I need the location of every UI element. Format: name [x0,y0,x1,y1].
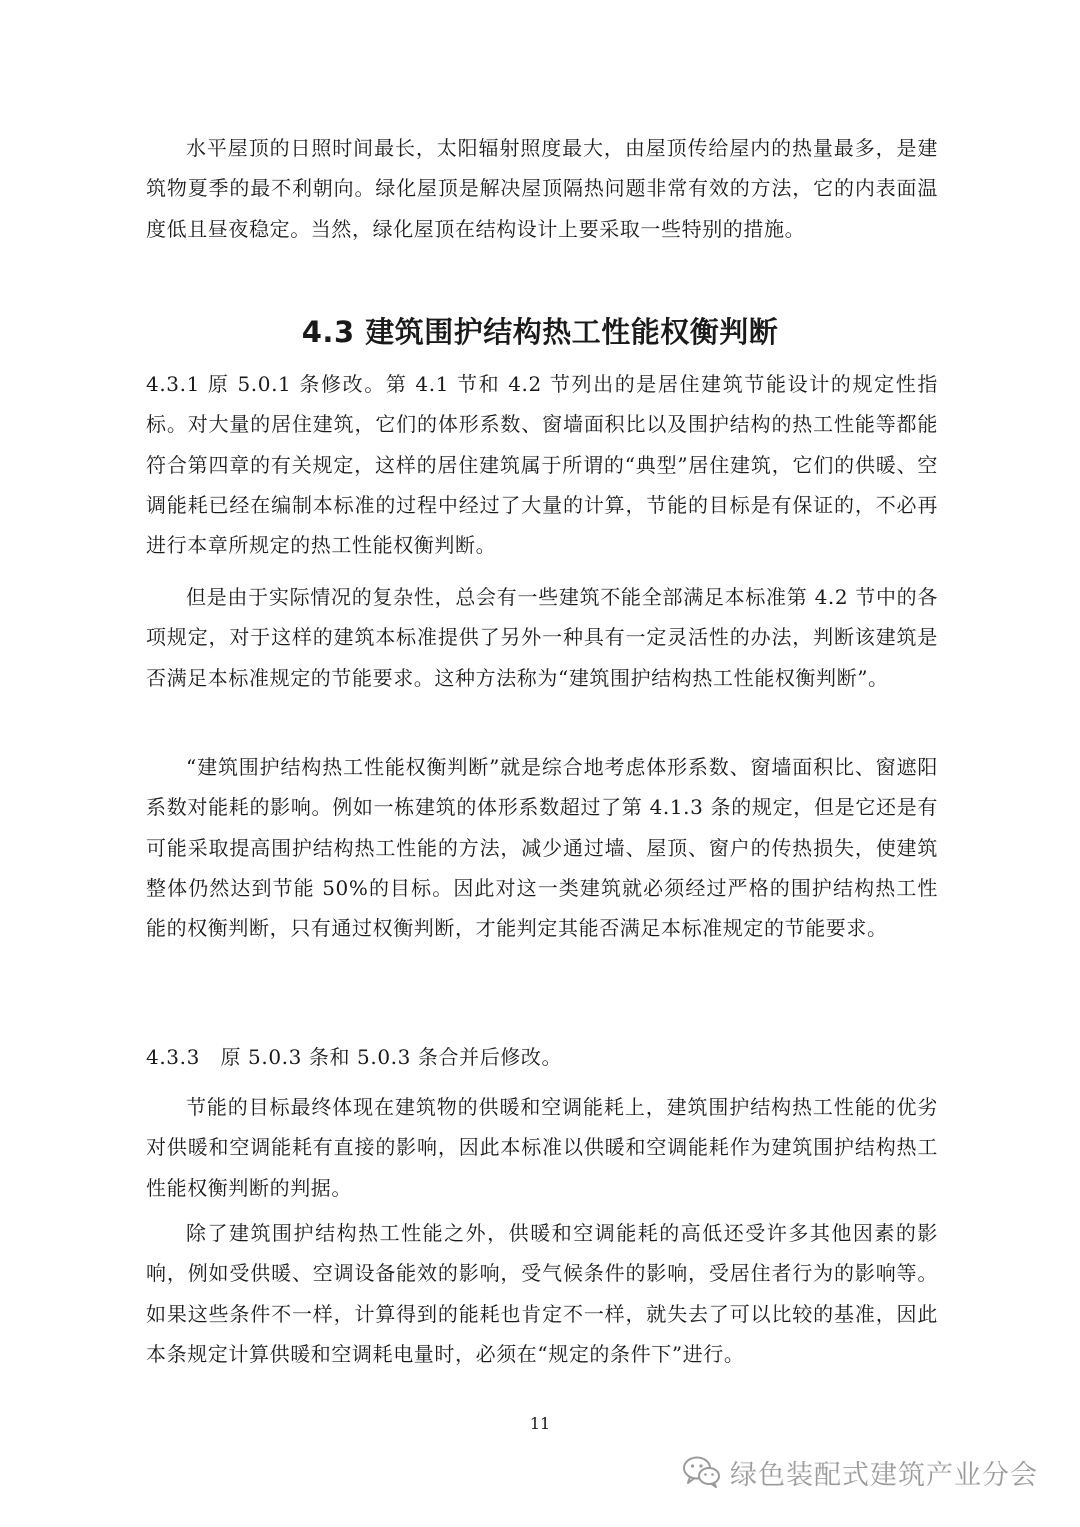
clause-4-3-3-paragraph-2: 除了建筑围护结构热工性能之外，供暖和空调能耗的高低还受许多其他因素的影响，例如受供暖、空调设备能效的影响，受气候条件的影响，受居住者行为的影响等。如果这些条件不一样，计算得到的能耗也肯定不一样，就失去了可以比较的基准，因此本条规定计算供暖和空调耗电量时，必须在“规定的条件下”进行。 [146,1221,938,1366]
clause-4-3-3-paragraph-1: 节能的目标最终体现在建筑物的供暖和空调能耗上，建筑围护结构热工性能的优劣对供暖和空调能耗有直接的影响，因此本标准以供暖和空调能耗作为建筑围护结构热工性能权衡判断的判据。 [146,1095,938,1200]
clause-4-3-1-paragraph: 4.3.1 原 5.0.1 条修改。第 4.1 节和 4.2 节列出的是居住建筑节能设计的规定性指标。对大量的居住建筑，它们的体形系数、窗墙面积比以及围护结构的热工性能等都能符合第四章的有关规定，这样的居住建筑属于所谓的“典型”居住建筑，它们的供暖、空调能耗已经在编制本标准的过程中经过了大量的计算，节能的目标是有保证的，不必再进行本章所规定的热工性能权衡判断。 [146,372,938,558]
watermark-text: 绿色装配式建筑产业分会 [730,1459,1038,1491]
clause-4-3-1-paragraph-3: “建筑围护结构热工性能权衡判断”就是综合地考虑体形系数、窗墙面积比、窗遮阳系数对能耗的影响。例如一栋建筑的体形系数超过了第 4.1.3 条的规定，但是它还是有可能采取提高围护结构热工性能的方法，减少通过墙、屋顶、窗户的传热损失，使建筑整体仍然达到节能 50%的目标。因此对这一类建筑就必须经过严格的围护结构热工性能的权衡判断，只有通过权衡判断，才能判定其能否满足本标准规定的节能要求。 [146,755,938,941]
section-heading: 4.3 建筑围护结构热工性能权衡判断 [301,315,779,349]
watermark [682,1452,1038,1492]
clause-4-3-3-title: 4.3.3 原 5.0.3 条和 5.0.3 条合并后修改。 [146,1045,563,1069]
intro-paragraph: 水平屋顶的日照时间最长，太阳辐射照度最大，由屋顶传给屋内的热量最多，是建筑物夏季的最不利朝向。绿化屋顶是解决屋顶隔热问题非常有效的方法，它的内表面温度低且昼夜稳定。当然，绿化屋顶在结构设计上要采取一些特别的措施。 [146,136,938,241]
wechat-icon [682,1455,722,1489]
page-number: 11 [529,1414,551,1433]
clause-4-3-1-paragraph-2: 但是由于实际情况的复杂性，总会有一些建筑不能全部满足本标准第 4.2 节中的各项规定，对于这样的建筑本标准提供了另外一种具有一定灵活性的办法，判断该建筑是否满足本标准规定的节能要求。这种方法称为“建筑围护结构热工性能权衡判断”。 [146,585,938,690]
